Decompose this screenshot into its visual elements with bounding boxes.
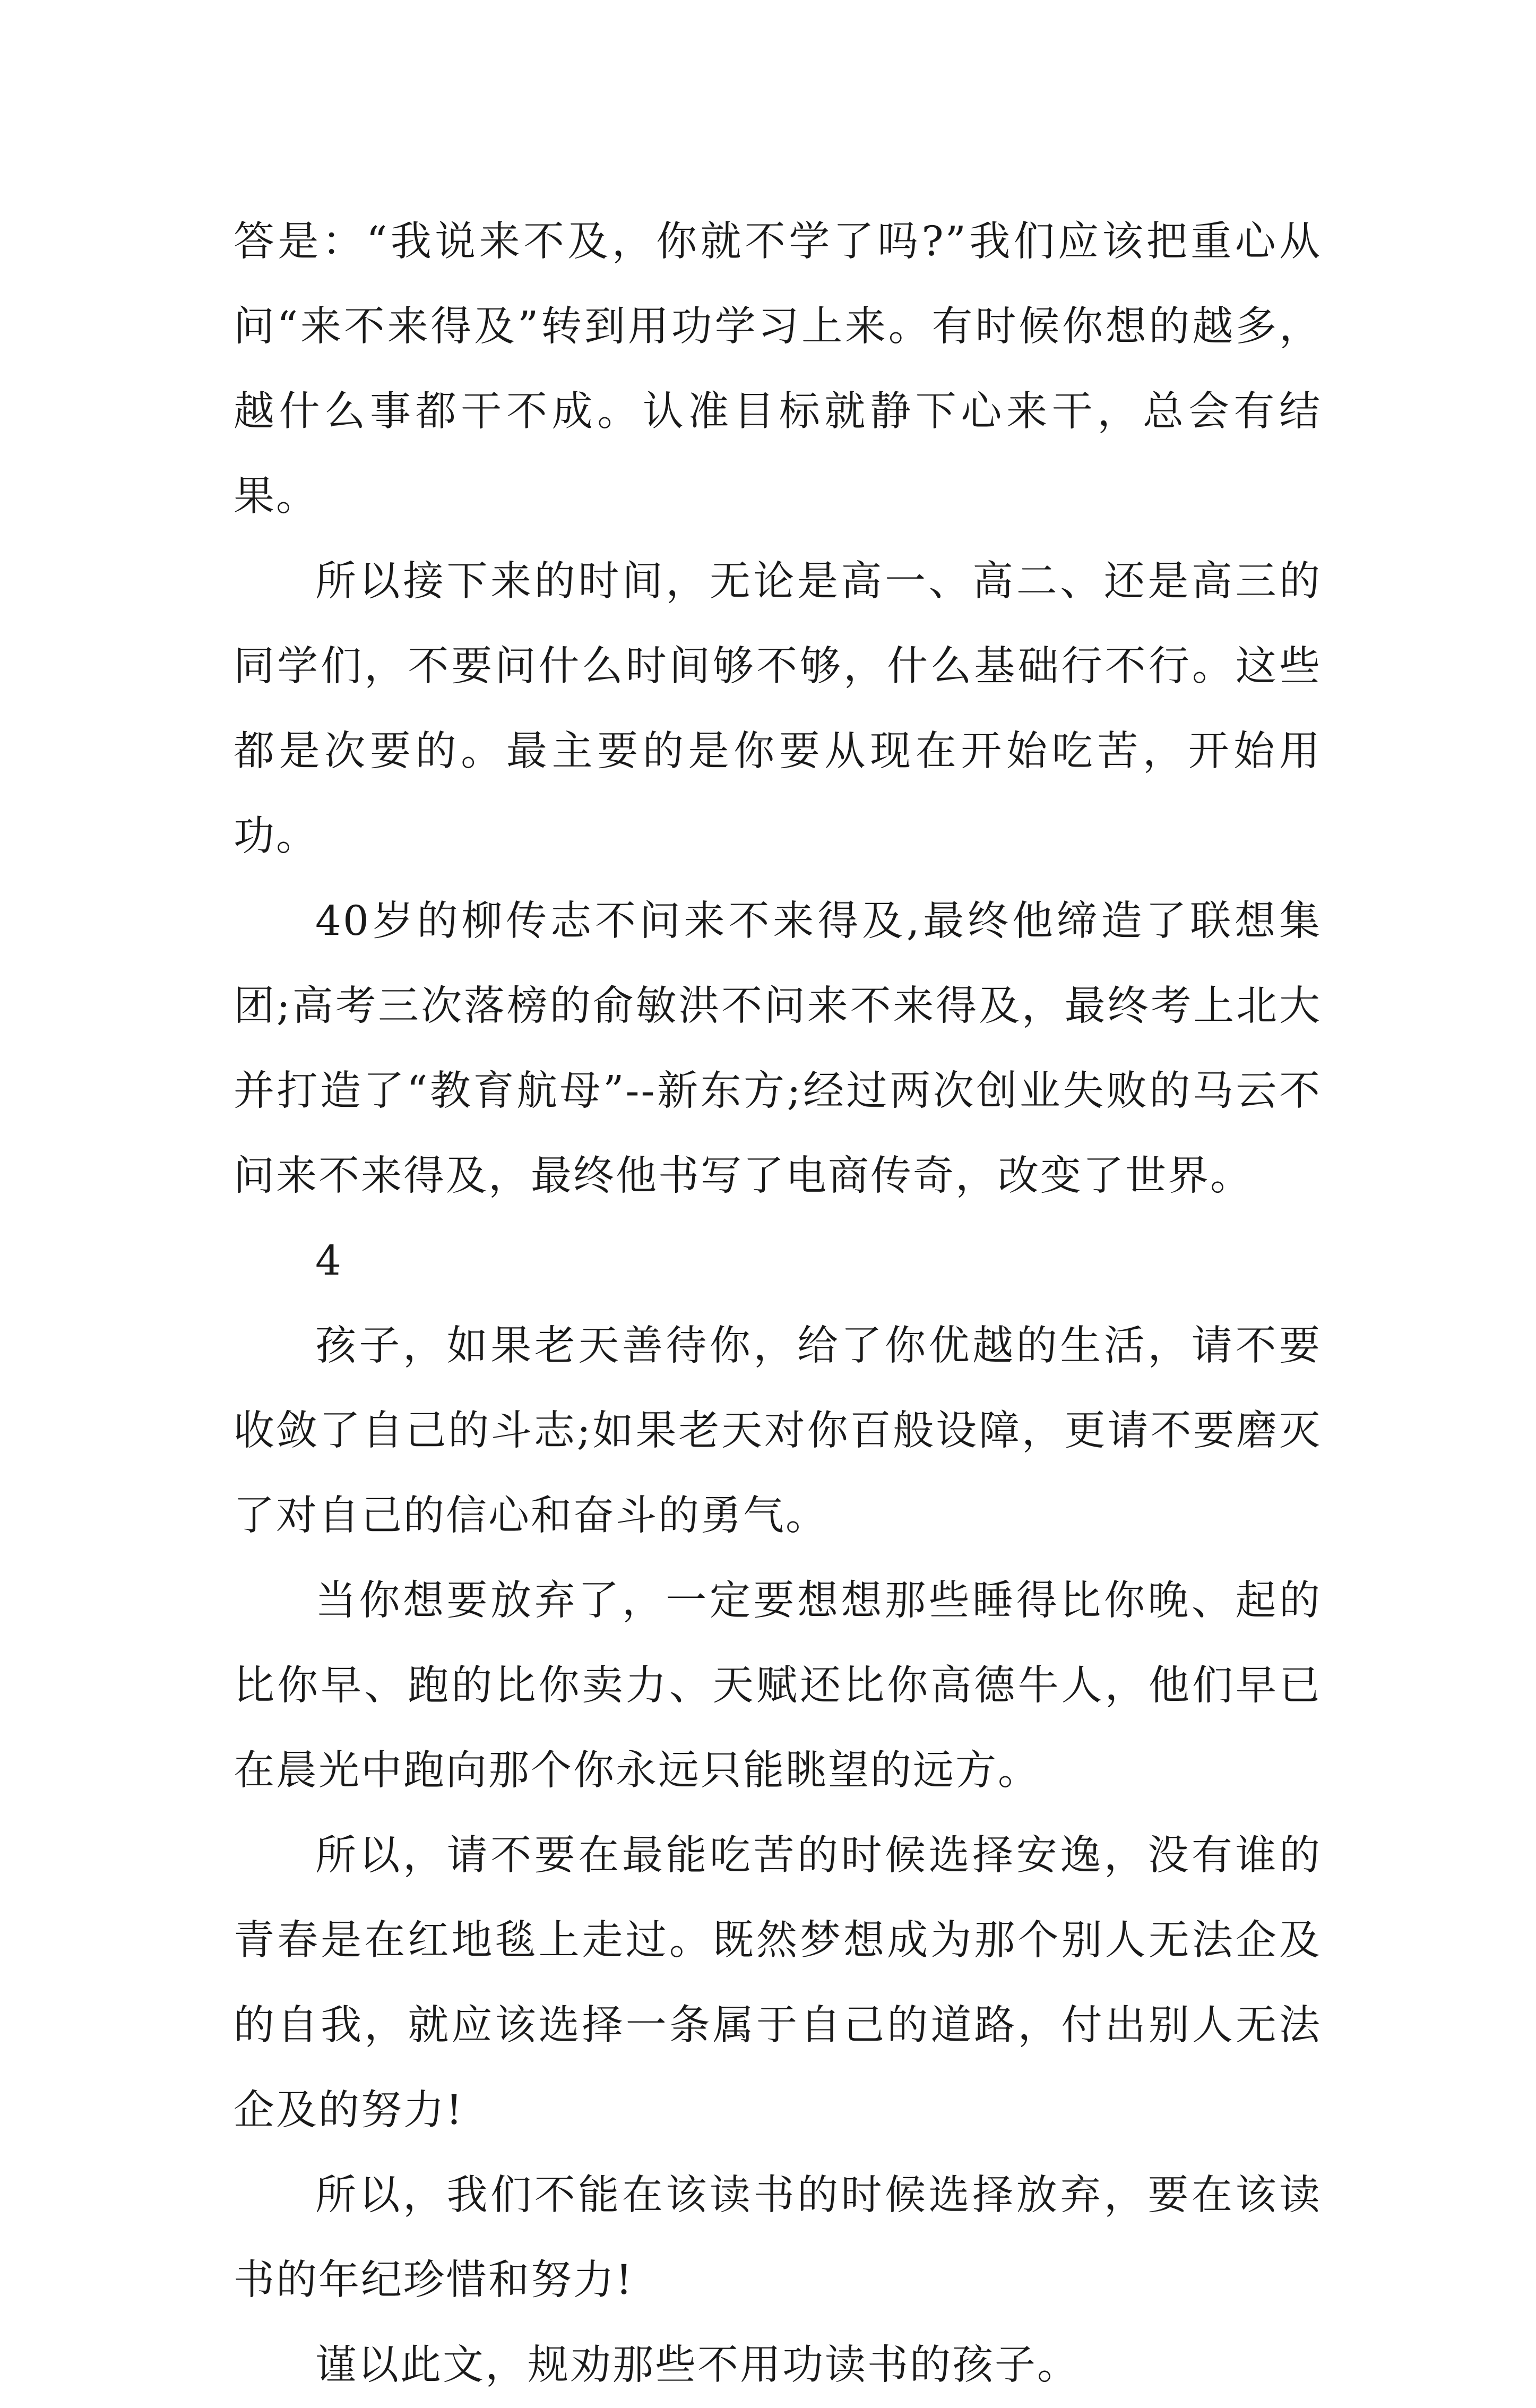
section-number: 4 xyxy=(315,1237,343,1285)
paragraph-hardship: 所以，请不要在最能吃苦的时候选择安逸，没有谁的青春是在红地毯上走过。既然梦想成为那个别人无法企及的自我，就应该选择一条属于自己的道路，付出别人无法企及的努力! xyxy=(234,1832,1322,2134)
paragraph-child: 孩子，如果老天善待你，给了你优越的生活，请不要收敛了自己的斗志;如果老天对你百般设障，更请不要磨灭了对自己的信心和奋斗的勇气。 xyxy=(234,1322,1322,1540)
paragraph-advice: 所以接下来的时间，无论是高一、高二、还是高三的同学们，不要问什么时间够不够，什么基础行不行。这些都是次要的。最主要的是你要从现在开始吃苦，开始用功。 xyxy=(234,558,1322,860)
paragraph-study: 所以，我们不能在该读书的时候选择放弃，要在该读书的年纪珍惜和努力! xyxy=(234,2172,1322,2304)
paragraph-answer: 答是：“我说来不及，你就不学了吗?”我们应该把重心从问“来不来得及”转到用功学习上来。有时候你想的越多，越什么事都干不成。认准目标就静下心来干，总会有结果。 xyxy=(234,218,1322,520)
paragraph-giving-up: 当你想要放弃了，一定要想想那些睡得比你晚、起的比你早、跑的比你卖力、天赋还比你高德牛人，他们早已在晨光中跑向那个你永远只能眺望的远方。 xyxy=(234,1577,1322,1794)
document-body xyxy=(234,200,1322,2408)
paragraph-examples: 40岁的柳传志不问来不来得及,最终他缔造了联想集团;高考三次落榜的俞敏洪不问来不来得及，最终考上北大并打造了“教育航母”--新东方;经过两次创业失败的马云不问来不来得及，最终他书写了电商传奇，改变了世界。 xyxy=(234,898,1322,1200)
paragraph-closing: 谨以此文，规劝那些不用功读书的孩子。 xyxy=(315,2342,1080,2389)
